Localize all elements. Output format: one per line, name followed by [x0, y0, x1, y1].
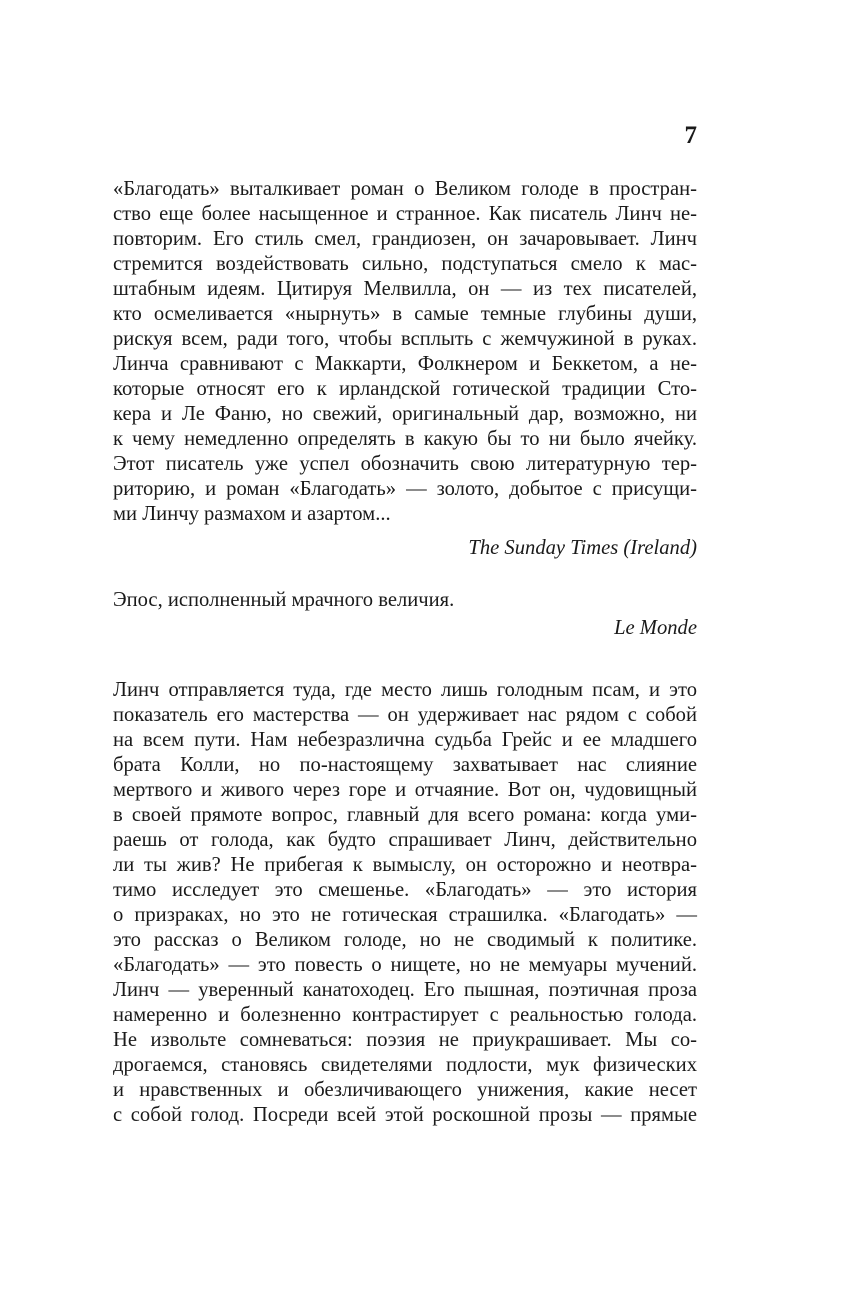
text-line: Этот писатель уже успел обозначить свою литературную тер-	[113, 453, 697, 475]
text-line: Не извольте сомневаться: поэзия не приукрашивает. Мы со-	[113, 1029, 697, 1051]
text-line: стремится воздействовать сильно, подступаться смело к мас-	[113, 253, 697, 275]
text-line: намеренно и болезненно контрастирует с реальностью голода.	[113, 1004, 697, 1026]
text-line: Линч — уверенный канатоходец. Его пышная, поэтичная проза	[113, 979, 697, 1001]
text-line: повторим. Его стиль смел, грандиозен, он зачаровывает. Линч	[113, 228, 697, 250]
text-line: «Благодать» — это повесть о нищете, но не мемуары мучений.	[113, 954, 697, 976]
text-line: ство еще более насыщенное и странное. Как писатель Линч не-	[113, 203, 697, 225]
text-line: ми Линчу размахом и азартом...	[113, 503, 391, 525]
text-line: Линча сравнивают с Маккарти, Фолкнером и Беккетом, а не-	[113, 353, 697, 375]
review-sunday-times	[113, 177, 697, 527]
text-line: мертвого и живого через горе и отчаяние. Вот он, чудовищный	[113, 779, 697, 801]
text-line: Эпос, исполненный мрачного величия.	[113, 589, 455, 611]
text-line: и нравственных и обезличивающего унижения, какие несет	[113, 1079, 697, 1101]
text-line: Линч отправляется туда, где место лишь голодным псам, и это	[113, 679, 697, 701]
page-number: 7	[684, 122, 697, 149]
text-line: в своей прямоте вопрос, главный для всего романа: когда уми-	[113, 804, 697, 826]
text-line: к чему немедленно определять в какую бы то ни было ячейку.	[113, 428, 697, 450]
text-line: «Благодать» выталкивает роман о Великом голоде в простран-	[113, 178, 697, 200]
text-line: на всем пути. Нам небезразлична судьба Грейс и ее младшего	[113, 729, 697, 751]
text-line: брата Колли, но по-настоящему захватывает нас слияние	[113, 754, 697, 776]
text-line: риторию, и роман «Благодать» — золото, добытое с присущи-	[113, 478, 697, 500]
text-line: это рассказ о Великом голоде, но не сводимый к политике.	[113, 929, 697, 951]
text-line: дрогаемся, становясь свидетелями подлости, мук физических	[113, 1054, 697, 1076]
text-line: штабным идеям. Цитируя Мелвилла, он — из тех писателей,	[113, 278, 697, 300]
review-le-monde	[113, 588, 697, 613]
text-line: рискуя всем, ради того, чтобы всплыть с жемчужиной в руках.	[113, 328, 697, 350]
review-source-sunday-times: The Sunday Times (Ireland)	[468, 537, 697, 559]
review-source-le-monde: Le Monde	[614, 617, 697, 639]
text-line: с собой голод. Посреди всей этой роскошной прозы — прямые	[113, 1104, 697, 1126]
review-third	[113, 678, 697, 1128]
text-line: показатель его мастерства — он удерживает нас рядом с собой	[113, 704, 697, 726]
text-line: ли ты жив? Не прибегая к вымыслу, он осторожно и неотвра-	[113, 854, 697, 876]
text-line: кера и Ле Фаню, но свежий, оригинальный дар, возможно, ни	[113, 403, 697, 425]
text-line: о призраках, но это не готическая страшилка. «Благодать» —	[113, 904, 697, 926]
text-line: которые относят его к ирландской готической традиции Сто-	[113, 378, 697, 400]
text-line: кто осмеливается «нырнуть» в самые темные глубины души,	[113, 303, 697, 325]
text-line: раешь от голода, как будто спрашивает Линч, действительно	[113, 829, 697, 851]
text-line: тимо исследует это смешенье. «Благодать» — это история	[113, 879, 697, 901]
